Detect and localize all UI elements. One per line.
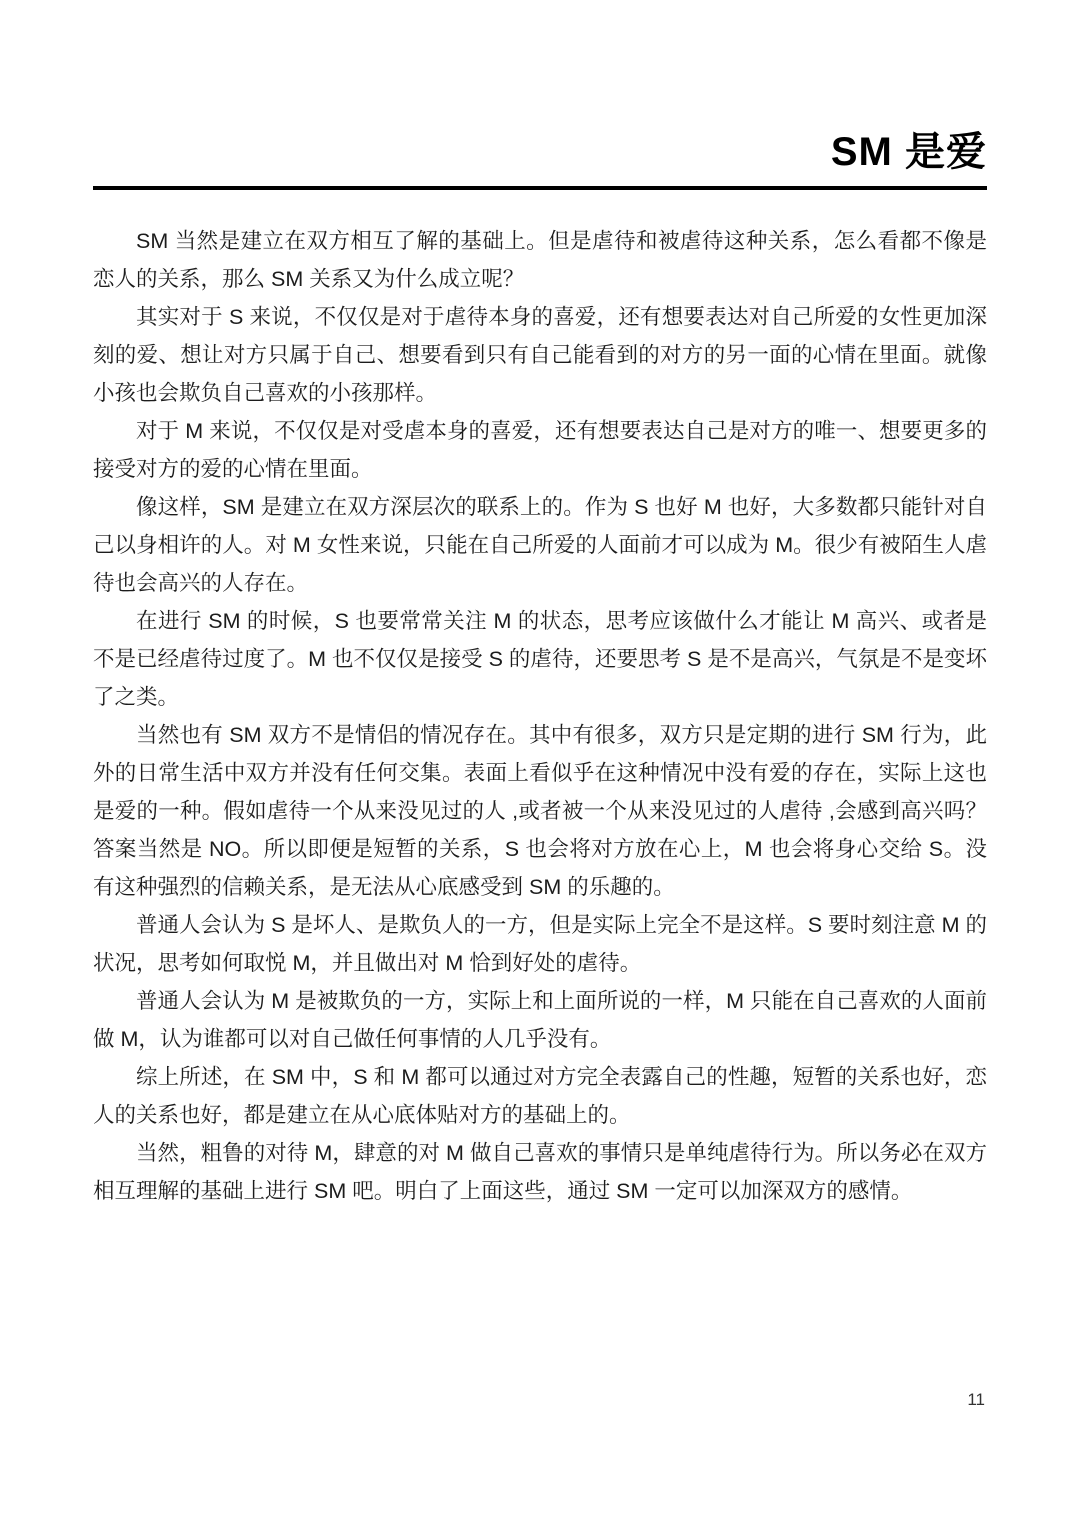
page-header (93, 128, 987, 190)
page-title: SM 是爱 (830, 130, 987, 174)
title-divider (93, 186, 987, 190)
page-number: 11 (967, 1390, 985, 1409)
paragraph: SM 当然是建立在双方相互了解的基础上。但是虐待和被虐待这种关系，怎么看都不像是恋人的关系，那么 SM 关系又为什么成立呢？ (93, 229, 987, 291)
paragraph: 对于 M 来说，不仅仅是对受虐本身的喜爱，还有想要表达自己是对方的唯一、想要更多的接受对方的爱的心情在里面。 (93, 419, 987, 481)
body-text (93, 222, 987, 1210)
paragraph: 普通人会认为 M 是被欺负的一方，实际上和上面所说的一样，M 只能在自己喜欢的人面前做 M，认为谁都可以对自己做任何事情的人几乎没有。 (93, 989, 987, 1051)
paragraph: 普通人会认为 S 是坏人、是欺负人的一方，但是实际上完全不是这样。S 要时刻注意 M 的状况，思考如何取悦 M，并且做出对 M 恰到好处的虐待。 (93, 913, 987, 975)
paragraph: 在进行 SM 的时候，S 也要常常关注 M 的状态，思考应该做什么才能让 M 高兴、或者是不是已经虐待过度了。M 也不仅仅是接受 S 的虐待，还要思考 S 是不是高兴，气氛是不是变坏了之类。 (93, 609, 987, 709)
paragraph: 像这样，SM 是建立在双方深层次的联系上的。作为 S 也好 M 也好，大多数都只能针对自己以身相许的人。对 M 女性来说，只能在自己所爱的人面前才可以成为 M。很少有被陌生人虐待也会高兴的人存在。 (93, 495, 987, 595)
page-content (93, 0, 987, 1210)
paragraph: 其实对于 S 来说，不仅仅是对于虐待本身的喜爱，还有想要表达对自己所爱的女性更加深刻的爱、想让对方只属于自己、想要看到只有自己能看到的对方的另一面的心情在里面。就像小孩也会欺负自己喜欢的小孩那样。 (93, 305, 987, 405)
paragraph: 综上所述，在 SM 中，S 和 M 都可以通过对方完全表露自己的性趣，短暂的关系也好，恋人的关系也好，都是建立在从心底体贴对方的基础上的。 (93, 1065, 987, 1127)
paragraph: 当然，粗鲁的对待 M，肆意的对 M 做自己喜欢的事情只是单纯虐待行为。所以务必在双方相互理解的基础上进行 SM 吧。明白了上面这些，通过 SM 一定可以加深双方的感情。 (93, 1141, 987, 1203)
paragraph: 当然也有 SM 双方不是情侣的情况存在。其中有很多，双方只是定期的进行 SM 行为，此外的日常生活中双方并没有任何交集。表面上看似乎在这种情况中没有爱的存在，实际上这也是爱的一种。假如虐待一个从来没见过的人 ,或者被一个从来没见过的人虐待 ,会感到高兴吗？答案当然是 NO。所以即便是短暂的关系，S 也会将对方放在心上，M 也会将身心交给 S。没有这种强烈的信赖关系，是无法从心底感受到 SM 的乐趣的。 (93, 723, 987, 899)
